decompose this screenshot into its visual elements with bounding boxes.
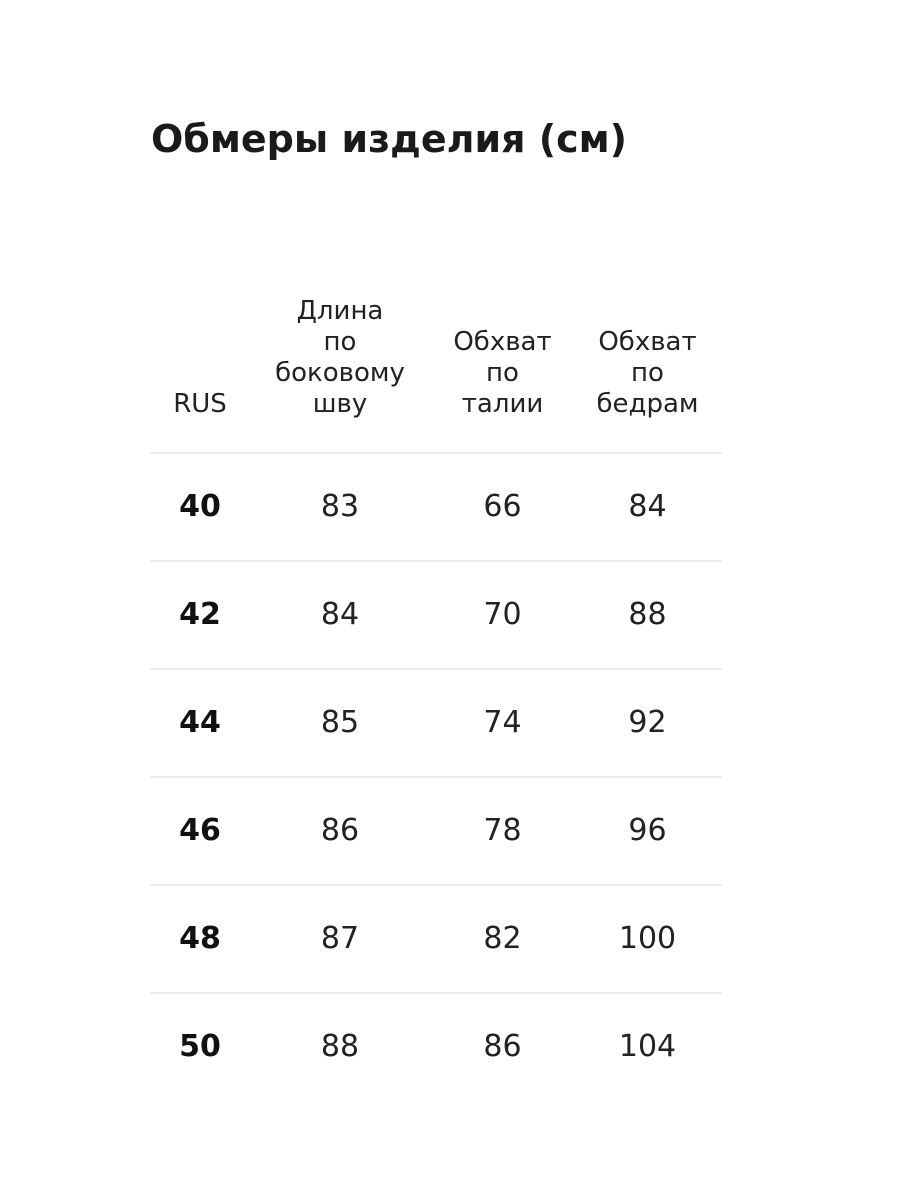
length-cell: 83	[320, 489, 360, 524]
table-row	[150, 778, 722, 886]
header-side-seam-length: Длина по боковому шву	[275, 296, 405, 419]
hip-cell: 92	[628, 705, 667, 740]
table-row	[150, 562, 722, 670]
table-row	[150, 454, 722, 562]
length-cell: 88	[320, 1029, 360, 1064]
size-cell: 50	[179, 1029, 221, 1064]
size-cell: 48	[179, 921, 221, 956]
size-cell: 40	[179, 489, 221, 524]
hip-cell: 96	[628, 813, 667, 848]
length-cell: 86	[320, 813, 360, 848]
table-row	[150, 994, 722, 1100]
header-waist-girth: Обхват по талии	[453, 327, 552, 419]
length-cell: 87	[320, 921, 360, 956]
header-rus: RUS	[173, 389, 227, 419]
length-cell: 85	[320, 705, 360, 740]
hip-cell: 100	[618, 921, 677, 956]
header-hip-girth: Обхват по бедрам	[596, 327, 699, 419]
waist-cell: 82	[483, 921, 522, 956]
waist-cell: 78	[483, 813, 522, 848]
waist-cell: 86	[483, 1029, 522, 1064]
waist-cell: 66	[483, 489, 522, 524]
waist-cell: 74	[483, 705, 522, 740]
size-table	[150, 280, 722, 1100]
table-header	[150, 280, 722, 454]
table-row	[150, 670, 722, 778]
hip-cell: 88	[628, 597, 667, 632]
table-row	[150, 886, 722, 994]
hip-cell: 84	[628, 489, 667, 524]
length-cell: 84	[320, 597, 360, 632]
waist-cell: 70	[483, 597, 522, 632]
page-title: Обмеры изделия (см)	[151, 117, 628, 161]
size-cell: 46	[179, 813, 221, 848]
hip-cell: 104	[618, 1029, 677, 1064]
size-cell: 44	[179, 705, 221, 740]
size-cell: 42	[179, 597, 221, 632]
